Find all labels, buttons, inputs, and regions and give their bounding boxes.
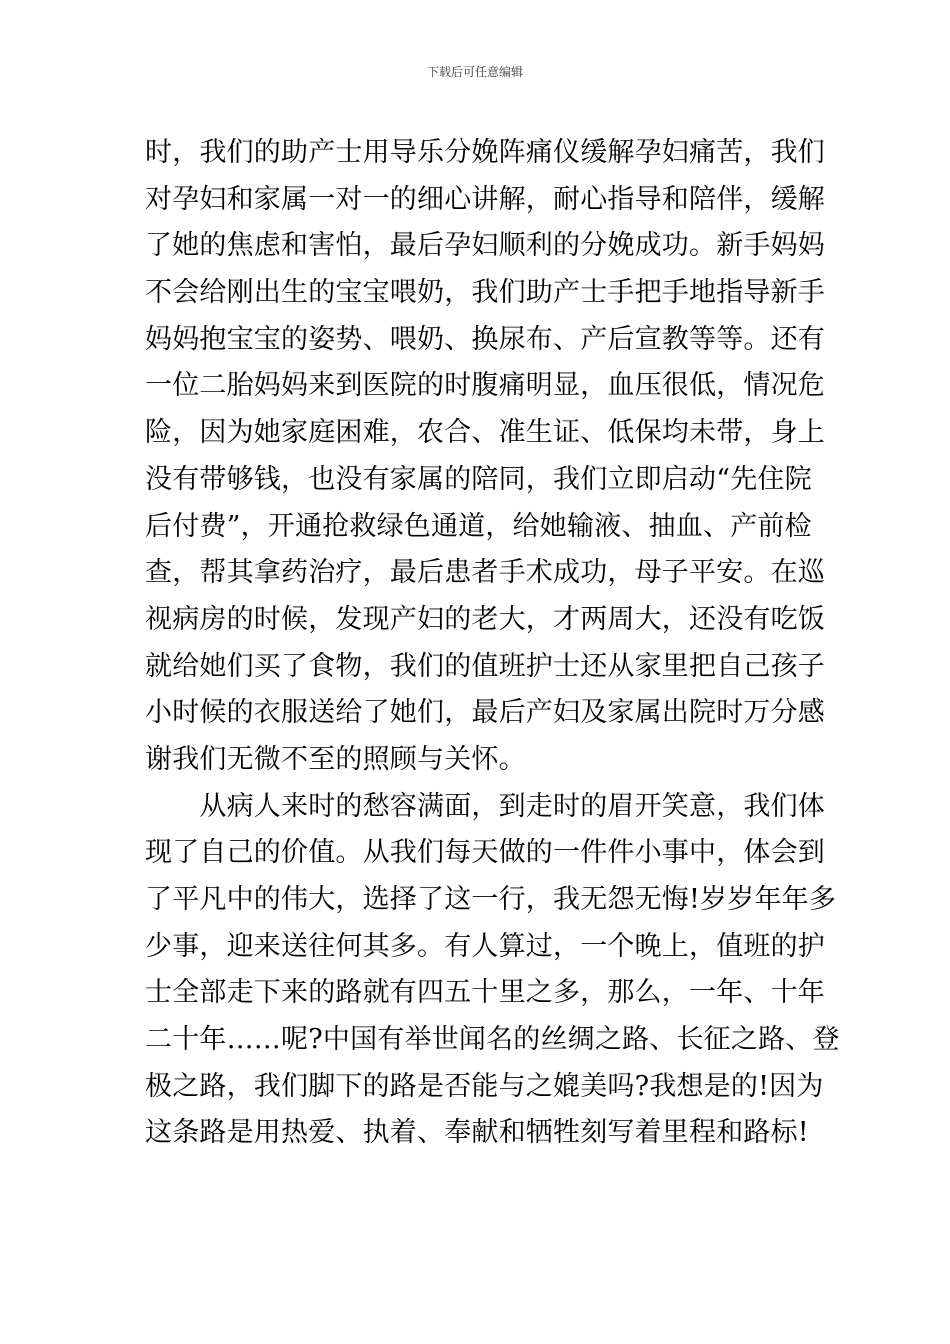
text-line: 极之路，我们脚下的路是否能与之媲美吗?我想是的!因为 <box>145 1070 824 1102</box>
text-line: 妈妈抱宝宝的姿势、喂奶、换尿布、产后宣教等等。还有 <box>145 323 825 355</box>
text-line: 现了自己的价值。从我们每天做的一件件小事中，体会到 <box>145 837 825 869</box>
page-header: 下载后可任意编辑 <box>426 65 523 79</box>
text-line: 就给她们买了食物，我们的值班护士还从家里把自己孩子 <box>145 650 825 682</box>
text-line: 小时候的衣服送给了她们，最后产妇及家属出院时万分感 <box>145 697 825 729</box>
text-line: 视病房的时候，发现产妇的老大，才两周大，还没有吃饭 <box>145 603 825 635</box>
text-line: 后付费”，开通抢救绿色通道，给她输液、抽血、产前检 <box>145 510 812 542</box>
text-line: 少事，迎来送往何其多。有人算过，一个晚上，值班的护 <box>145 930 825 962</box>
text-line: 一位二胎妈妈来到医院的时腹痛明显，血压很低，情况危 <box>145 370 825 402</box>
text-line: 险，因为她家庭困难，农合、准生证、低保均未带，身上 <box>145 417 825 449</box>
text-line: 士全部走下来的路就有四五十里之多，那么，一年、十年 <box>145 977 825 1009</box>
text-line: 二十年……呢?中国有举世闻名的丝绸之路、长征之路、登 <box>145 1024 840 1056</box>
text-line: 不会给刚出生的宝宝喂奶，我们助产士手把手地指导新手 <box>145 277 825 309</box>
text-line: 从病人来时的愁容满面，到走时的眉开笑意，我们体 <box>145 790 825 822</box>
text-line: 这条路是用热爱、执着、奉献和牺牲刻写着里程和路标! <box>145 1117 809 1149</box>
text-line: 了平凡中的伟大，选择了这一行，我无怨无悔!岁岁年年多 <box>145 884 837 915</box>
document-body <box>145 130 840 1157</box>
text-line: 谢我们无微不至的照顾与关怀。 <box>145 743 526 775</box>
text-line: 没有带够钱，也没有家属的陪同，我们立即启动“先住院 <box>145 463 812 495</box>
text-line: 时，我们的助产士用导乐分娩阵痛仪缓解孕妇痛苦，我们 <box>145 137 825 168</box>
text-line: 对孕妇和家属一对一的细心讲解，耐心指导和陪伴，缓解 <box>145 183 825 215</box>
text-line: 查，帮其拿药治疗，最后患者手术成功，母子平安。在巡 <box>145 557 825 589</box>
text-line: 了她的焦虑和害怕，最后孕妇顺利的分娩成功。新手妈妈 <box>145 230 825 262</box>
paragraph-2 <box>145 784 840 1158</box>
paragraph-1 <box>145 130 825 784</box>
